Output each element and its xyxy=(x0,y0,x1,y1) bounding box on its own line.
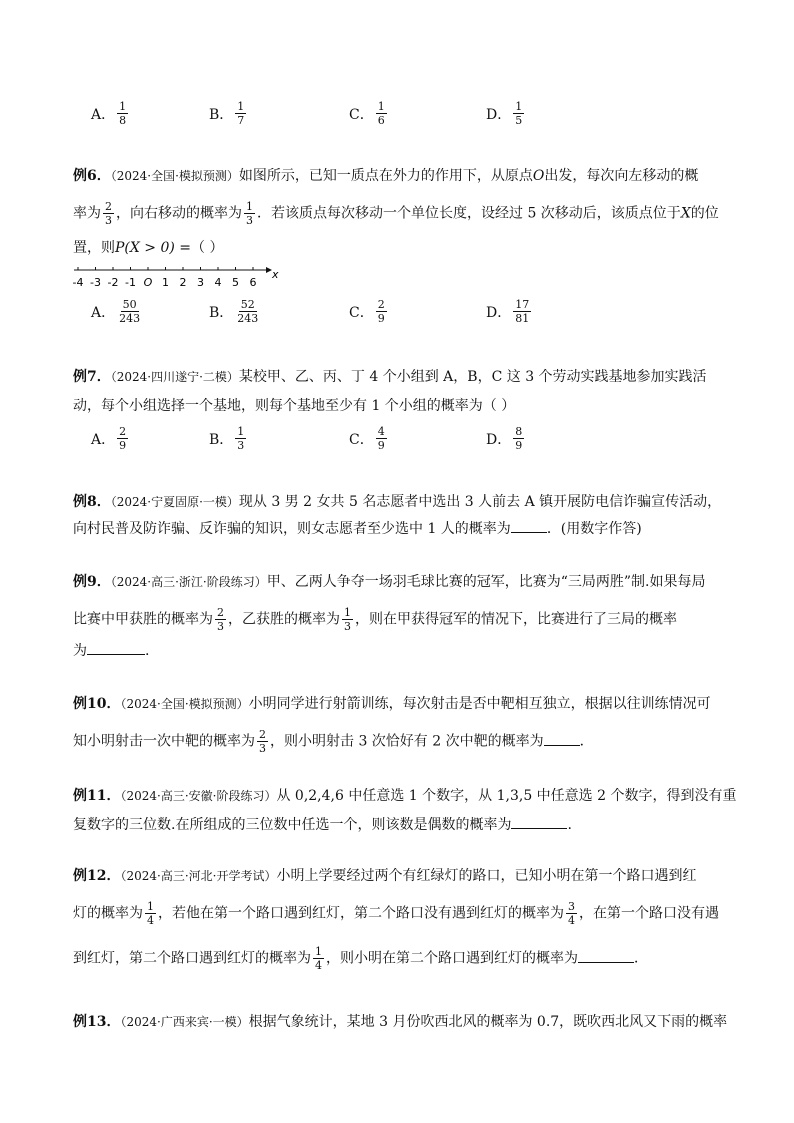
fraction: $\frac{2}{9}$ xyxy=(377,298,385,325)
ex9-source: （2024·高三·浙江·阶段练习） xyxy=(110,575,267,589)
ex6-line-3: 置，则P(X > 0) =（ ） xyxy=(73,240,224,256)
ex12-source: （2024·高三·河北·开学考试） xyxy=(120,869,277,883)
answer-blank[interactable] xyxy=(87,640,145,655)
fraction: $\frac{3}{4}$ xyxy=(568,900,575,927)
fraction: $\frac{1}{4}$ xyxy=(315,945,322,972)
fraction: $\frac{1}{3}$ xyxy=(246,200,253,227)
ex9-tag: 例9． xyxy=(73,574,111,590)
ex7-option-a[interactable]: A． $\frac{2}{9}$ xyxy=(91,425,127,452)
ex11-source: （2024·高三·安徽·阶段练习） xyxy=(120,789,277,803)
ex11-line-2: 复数字的三位数.在所组成的三位数中任选一个，则该数是偶数的概率为 . xyxy=(73,814,572,835)
fraction: $\frac{17}{81}$ xyxy=(515,298,530,325)
ex11-tag: 例11． xyxy=(73,788,121,804)
ex6-line-2: 率为 $\frac{2}{3}$ ，向右移动的概率为 $\frac{1}{3}$ ．若该质点每次移动一个单位长度，设经过 5 次移动后，该质点位于X的位 xyxy=(73,200,719,227)
fraction: $\frac{2}{9}$ xyxy=(119,425,127,452)
ex12-line-1: 例12．（2024·高三·河北·开学考试）小明上学要经过两个有红绿灯的路口，已知小明在第一个路口遇到红 xyxy=(73,868,697,884)
ex6-option-a[interactable]: A． $\frac{50}{243}$ xyxy=(91,298,141,325)
ex7-line-2: 动，每个小组选择一个基地，则每个基地至少有 1 个小组的概率为（ ） xyxy=(73,398,516,414)
ex12-tag: 例12． xyxy=(73,868,121,884)
fraction: $\frac{2}{3}$ xyxy=(105,200,112,227)
ex9-line-3: 为 . xyxy=(73,640,149,661)
axis-tick-label: -1 xyxy=(125,276,136,289)
ex13-source: （2024·广西来宾·一模） xyxy=(120,1015,249,1029)
axis-tick-label: 6 xyxy=(249,276,257,289)
ex6-line-1: 例6．（2024·全国·模拟预测）如图所示，已知一质点在外力的作用下，从原点O出发，每次向左移动的概 xyxy=(73,168,699,184)
axis-variable: x xyxy=(272,268,279,281)
ex6-option-c[interactable]: C． $\frac{2}{9}$ xyxy=(349,298,385,325)
fraction: $\frac{1}{6}$ xyxy=(377,100,385,127)
axis-tick-label: -4 xyxy=(72,276,84,289)
ex12-line-2: 灯的概率为 $\frac{1}{4}$ ，若他在第一个路口遇到红灯，第二个路口没有遇到红灯的概率为 $\frac{3}{4}$ ，在第一个路口没有遇 xyxy=(73,900,719,927)
axis-tick-label: 5 xyxy=(232,276,239,289)
answer-blank[interactable] xyxy=(578,948,634,963)
fraction: $\frac{4}{9}$ xyxy=(377,425,385,452)
ex10-line-1: 例10．（2024·全国·模拟预测）小明同学进行射箭训练，每次射击是否中靶相互独立，根据以往训练情况可 xyxy=(73,696,711,712)
fraction: $\frac{52}{243}$ xyxy=(237,298,259,325)
fraction: $\frac{1}{8}$ xyxy=(119,100,127,127)
axis-tick-label: 1 xyxy=(162,276,169,289)
ex13-line-1: 例13．（2024·广西来宾·一模）根据气象统计，某地 3 月份吹西北风的概率为 0.7，既吹西北风又下雨的概率 xyxy=(73,1014,728,1030)
q5-option-d[interactable]: D． $\frac{1}{5}$ xyxy=(486,100,523,127)
fraction: $\frac{50}{243}$ xyxy=(119,298,141,325)
ex8-source: （2024·宁夏固原·一模） xyxy=(110,495,239,509)
ex7-line-1: 例7．（2024·四川遂宁·二模）某校甲、乙、丙、丁 4 个小组到 A，B，C 这 3 个劳动实践基地参加实践活 xyxy=(73,369,707,385)
fraction: $\frac{1}{3}$ xyxy=(344,606,351,633)
fraction: $\frac{1}{5}$ xyxy=(515,100,523,127)
answer-blank[interactable] xyxy=(511,814,567,829)
axis-tick-label: -2 xyxy=(107,276,119,289)
axis-tick-label: -3 xyxy=(90,276,101,289)
ex6-source: （2024·全国·模拟预测） xyxy=(110,169,239,183)
ex8-tag: 例8． xyxy=(73,494,111,510)
ex7-option-d[interactable]: D． $\frac{8}{9}$ xyxy=(486,425,523,452)
ex7-option-b[interactable]: B． $\frac{1}{3}$ xyxy=(209,425,245,452)
answer-bracket: （ ） xyxy=(191,240,224,256)
ex13-tag: 例13． xyxy=(73,1014,121,1030)
ex6-tag: 例6． xyxy=(73,168,111,184)
answer-blank[interactable] xyxy=(511,518,547,533)
axis-tick-label: 3 xyxy=(197,276,204,289)
axis-tick-label: 2 xyxy=(179,276,187,289)
fraction: $\frac{2}{3}$ xyxy=(217,606,224,633)
ex6-option-b[interactable]: B． $\frac{52}{243}$ xyxy=(209,298,259,325)
ex7-option-c[interactable]: C． $\frac{4}{9}$ xyxy=(349,425,385,452)
ex9-line-2: 比赛中甲获胜的概率为 $\frac{2}{3}$ ，乙获胜的概率为 $\frac{1}{3}$ ，则在甲获得冠军的情况下，比赛进行了三局的概率 xyxy=(73,606,677,633)
ex9-line-1: 例9．（2024·高三·浙江·阶段练习）甲、乙两人争夺一场羽毛球比赛的冠军，比赛为“三局两胜”制.如果每局 xyxy=(73,574,706,590)
fraction: $\frac{1}{3}$ xyxy=(237,425,245,452)
ex10-source: （2024·全国·模拟预测） xyxy=(120,697,249,711)
q5-option-c[interactable]: C． $\frac{1}{6}$ xyxy=(349,100,385,127)
fraction: $\frac{1}{7}$ xyxy=(237,100,245,127)
axis-tick-label: 4 xyxy=(214,276,222,289)
ex10-tag: 例10． xyxy=(73,696,121,712)
fraction: $\frac{8}{9}$ xyxy=(515,425,523,452)
number-line xyxy=(70,262,280,290)
fraction: $\frac{2}{3}$ xyxy=(259,728,266,755)
q5-option-a[interactable]: A． $\frac{1}{8}$ xyxy=(91,100,127,127)
ex7-tag: 例7． xyxy=(73,369,111,385)
answer-blank[interactable] xyxy=(544,731,580,746)
ex10-line-2: 知小明射击一次中靶的概率为 $\frac{2}{3}$ ，则小明射击 3 次恰好有 2 次中靶的概率为 ． xyxy=(73,728,594,755)
fraction: $\frac{1}{4}$ xyxy=(147,900,154,927)
q5-option-b[interactable]: B． $\frac{1}{7}$ xyxy=(209,100,245,127)
probability-expression: P(X > 0) = xyxy=(115,240,192,256)
ex6-option-d[interactable]: D． $\frac{17}{81}$ xyxy=(486,298,530,325)
axis-tick-label: O xyxy=(143,276,153,289)
ex12-line-3: 到红灯，第二个路口遇到红灯的概率为 $\frac{1}{4}$ ，则小明在第二个路口遇到红灯的概率为 ． xyxy=(73,945,648,972)
ex8-line-1: 例8．（2024·宁夏固原·一模）现从 3 男 2 女共 5 名志愿者中选出 3 人前去 A 镇开展防电信诈骗宣传活动， xyxy=(73,494,722,510)
ex7-source: （2024·四川遂宁·二模） xyxy=(110,370,239,384)
ex8-line-2: 向村民普及防诈骗、反诈骗的知识，则女志愿者至少选中 1 人的概率为 ．(用数字作答) xyxy=(73,518,642,539)
ex11-line-1: 例11．（2024·高三·安徽·阶段练习）从 0,2,4,6 中任意选 1 个数字，从 1,3,5 中任意选 2 个数字，得到没有重 xyxy=(73,788,737,804)
